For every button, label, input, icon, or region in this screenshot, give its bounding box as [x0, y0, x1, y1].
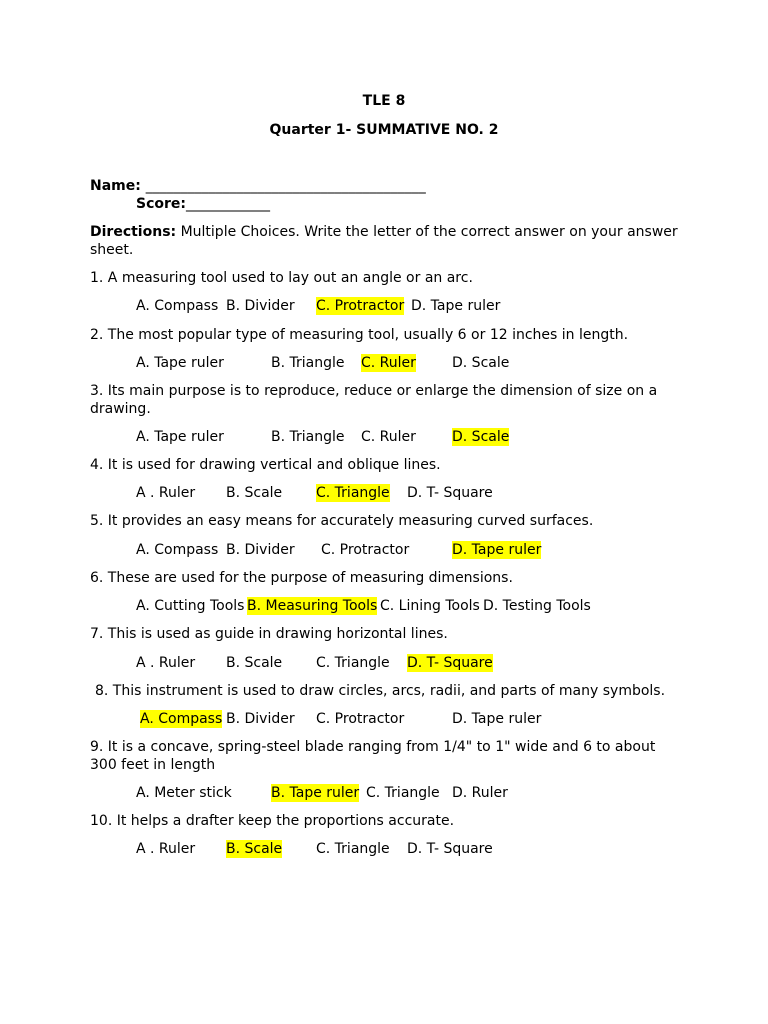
- choice-a: A. Compass: [136, 542, 219, 558]
- choice-c-answer: C. Triangle: [316, 485, 390, 501]
- question-10-text: 10. It helps a drafter keep the proportions accurate.: [90, 813, 455, 829]
- choice-d: D. Tape ruler: [452, 711, 542, 727]
- choice-b-answer: B. Measuring Tools: [247, 598, 378, 614]
- choice-c: C. Triangle: [316, 841, 390, 857]
- choice-b: B. Scale: [226, 485, 283, 501]
- name-line: ________________________________________: [145, 178, 426, 194]
- score-label: Score:: [136, 196, 186, 212]
- question-5-text: 5. It provides an easy means for accurately measuring curved surfaces.: [90, 513, 594, 529]
- directions-text: Multiple Choices. Write the letter of the correct answer on your answer sheet.: [90, 224, 678, 258]
- choice-c: C. Protractor: [316, 711, 405, 727]
- directions: [90, 223, 680, 259]
- choice-c: C. Triangle: [316, 655, 390, 671]
- directions-label: Directions:: [90, 224, 177, 240]
- name-field: [90, 177, 426, 195]
- choice-a-answer: A. Compass: [140, 711, 223, 727]
- choice-a: A. Cutting Tools: [136, 598, 245, 614]
- score-line: ____________: [186, 196, 270, 212]
- question-4-text: 4. It is used for drawing vertical and oblique lines.: [90, 457, 441, 473]
- choice-b-answer: B. Scale: [226, 841, 283, 857]
- choice-b: B. Divider: [226, 542, 295, 558]
- choice-d: D. Tape ruler: [411, 298, 501, 314]
- document-title: TLE 8: [362, 93, 406, 109]
- choice-b: B. Triangle: [271, 429, 345, 445]
- choice-a: A. Tape ruler: [136, 429, 224, 445]
- choice-d: D. Scale: [452, 355, 510, 371]
- choice-d-answer: D. Scale: [452, 429, 510, 445]
- question-6-text: 6. These are used for the purpose of measuring dimensions.: [90, 570, 513, 586]
- choice-b: B. Divider: [226, 711, 295, 727]
- choice-a: A . Ruler: [136, 655, 196, 671]
- choice-b-answer: B. Tape ruler: [271, 785, 360, 801]
- choice-a: A. Tape ruler: [136, 355, 224, 371]
- choice-d: D. T- Square: [407, 485, 493, 501]
- choice-b: B. Triangle: [271, 355, 345, 371]
- choice-c: C. Lining Tools: [380, 598, 480, 614]
- question-2-text: 2. The most popular type of measuring tool, usually 6 or 12 inches in length.: [90, 327, 629, 343]
- choice-d: D. Testing Tools: [483, 598, 591, 614]
- question-7-text: 7. This is used as guide in drawing horizontal lines.: [90, 626, 448, 642]
- question-8-text: 8. This instrument is used to draw circles, arcs, radii, and parts of many symbols.: [95, 683, 666, 699]
- choice-d-answer: D. Tape ruler: [452, 542, 542, 558]
- choice-c-answer: C. Ruler: [361, 355, 416, 371]
- question-3-text: 3. Its main purpose is to reproduce, reduce or enlarge the dimension of size on a drawing.: [90, 383, 658, 417]
- choice-d-answer: D. T- Square: [407, 655, 493, 671]
- choice-c: C. Ruler: [361, 429, 416, 445]
- question-1-text: 1. A measuring tool used to lay out an angle or an arc.: [90, 270, 473, 286]
- choice-a: A. Compass: [136, 298, 219, 314]
- choice-a: A. Meter stick: [136, 785, 232, 801]
- choice-d: D. T- Square: [407, 841, 493, 857]
- choice-a: A . Ruler: [136, 485, 196, 501]
- choice-d: D. Ruler: [452, 785, 508, 801]
- choice-b: B. Divider: [226, 298, 295, 314]
- choice-c: C. Triangle: [366, 785, 440, 801]
- document-subtitle: Quarter 1- SUMMATIVE NO. 2: [269, 122, 499, 138]
- choice-b: B. Scale: [226, 655, 283, 671]
- choice-c: C. Protractor: [321, 542, 410, 558]
- name-label: Name:: [90, 178, 141, 194]
- question-9-text: 9. It is a concave, spring-steel blade ranging from 1/4" to 1" wide and 6 to about 300 feet in length: [90, 739, 656, 773]
- choice-c-answer: C. Protractor: [316, 298, 405, 314]
- choice-a: A . Ruler: [136, 841, 196, 857]
- score-field: [136, 195, 270, 213]
